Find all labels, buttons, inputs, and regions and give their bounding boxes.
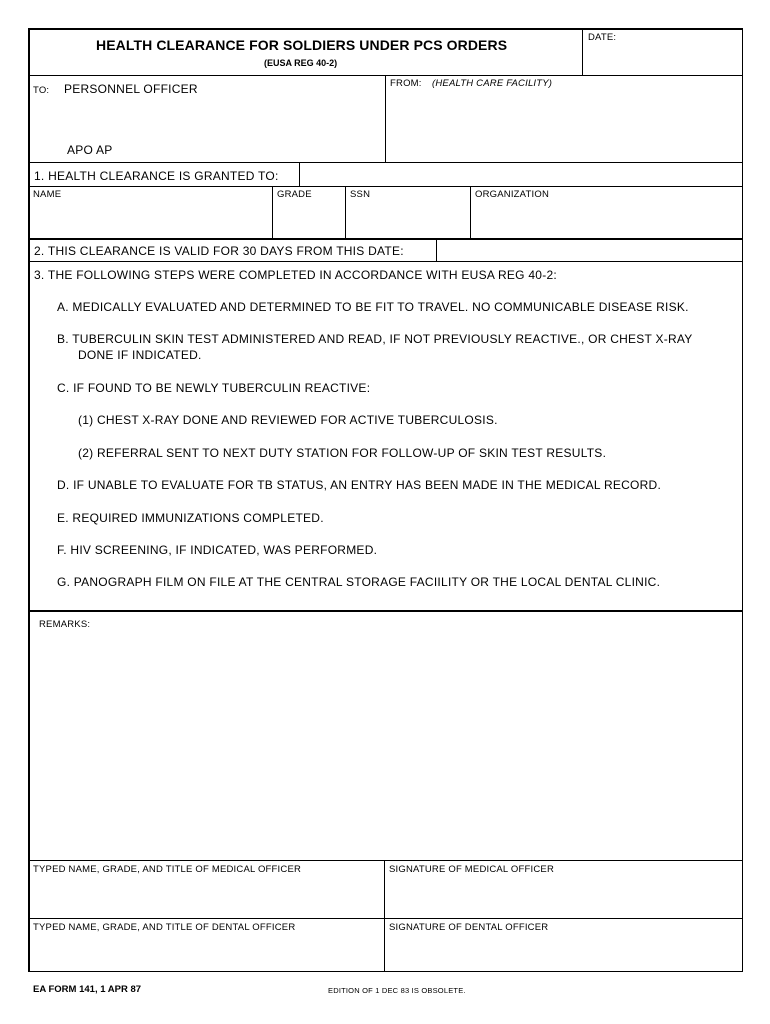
to-address: APO AP	[67, 143, 113, 157]
dental-officer-signature-field[interactable]	[386, 934, 740, 969]
form-number: EA FORM 141, 1 APR 87	[33, 984, 142, 995]
medical-officer-signature-field[interactable]	[386, 876, 740, 916]
remarks-field[interactable]	[30, 634, 740, 858]
form-subtitle: (EUSA REG 40-2)	[264, 58, 338, 68]
step-c1: (1) CHEST X-RAY DONE AND REVIEWED FOR ACTIVE TUBERCULOSIS.	[78, 413, 498, 427]
step-b-line1: B. TUBERCULIN SKIN TEST ADMINISTERED AND READ, IF NOT PREVIOUSLY REACTIVE., OR CHEST X-RAY	[57, 332, 693, 346]
remarks-label: REMARKS:	[39, 619, 91, 630]
date-label: DATE:	[588, 32, 617, 43]
section-3-heading: 3. THE FOLLOWING STEPS WERE COMPLETED IN ACCORDANCE WITH EUSA REG 40-2:	[34, 268, 557, 282]
step-a: A. MEDICALLY EVALUATED AND DETERMINED TO BE FIT TO TRAVEL. NO COMMUNICABLE DISEASE RISK.	[57, 300, 689, 314]
step-d: D. IF UNABLE TO EVALUATE FOR TB STATUS, AN ENTRY HAS BEEN MADE IN THE MEDICAL RECORD.	[57, 478, 662, 492]
name-field[interactable]	[30, 200, 270, 236]
organization-column-label: ORGANIZATION	[475, 189, 550, 200]
from-field[interactable]	[387, 92, 740, 160]
step-f: F. HIV SCREENING, IF INDICATED, WAS PERFORMED.	[57, 543, 378, 557]
edition-note: EDITION OF 1 DEC 83 IS OBSOLETE.	[328, 986, 466, 995]
step-e: E. REQUIRED IMMUNIZATIONS COMPLETED.	[57, 511, 324, 525]
grade-field[interactable]	[274, 200, 343, 236]
ssn-column-label: SSN	[350, 189, 371, 200]
step-g: G. PANOGRAPH FILM ON FILE AT THE CENTRAL STORAGE FACIILITY OR THE LOCAL DENTAL CLINIC.	[57, 575, 661, 589]
medical-officer-name-label: TYPED NAME, GRADE, AND TITLE OF MEDICAL OFFICER	[33, 864, 302, 875]
valid-date-field[interactable]	[438, 240, 740, 260]
from-hint: (HEALTH CARE FACILITY)	[432, 78, 553, 89]
form-title: HEALTH CLEARANCE FOR SOLDIERS UNDER PCS ORDERS	[96, 37, 508, 53]
to-value: PERSONNEL OFFICER	[64, 82, 198, 96]
medical-officer-signature-label: SIGNATURE OF MEDICAL OFFICER	[389, 864, 554, 875]
medical-officer-name-field[interactable]	[30, 876, 382, 916]
dental-officer-name-field[interactable]	[30, 934, 382, 969]
ssn-field[interactable]	[347, 200, 468, 236]
step-b-line2: DONE IF INDICATED.	[78, 348, 202, 362]
dental-officer-name-label: TYPED NAME, GRADE, AND TITLE OF DENTAL OFFICER	[33, 922, 296, 933]
organization-field[interactable]	[472, 200, 740, 236]
date-field[interactable]	[584, 44, 740, 74]
section-2-heading: 2. THIS CLEARANCE IS VALID FOR 30 DAYS FROM THIS DATE:	[34, 244, 404, 258]
dental-officer-signature-label: SIGNATURE OF DENTAL OFFICER	[389, 922, 549, 933]
name-column-label: NAME	[33, 189, 62, 200]
step-c2: (2) REFERRAL SENT TO NEXT DUTY STATION FOR FOLLOW-UP OF SKIN TEST RESULTS.	[78, 446, 607, 460]
from-label: FROM:	[390, 78, 422, 89]
section-1-heading: 1. HEALTH CLEARANCE IS GRANTED TO:	[34, 169, 279, 183]
step-c: C. IF FOUND TO BE NEWLY TUBERCULIN REACTIVE:	[57, 381, 371, 395]
grade-column-label: GRADE	[277, 189, 312, 200]
to-label: TO:	[33, 85, 50, 96]
